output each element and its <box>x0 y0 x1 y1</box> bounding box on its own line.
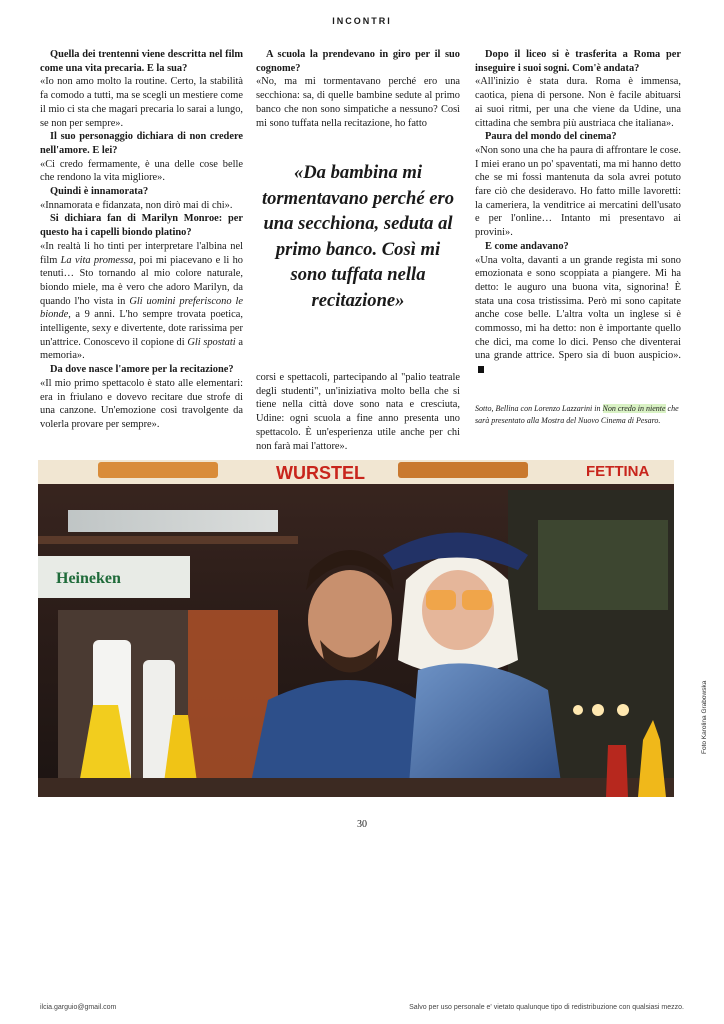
article-column-2 <box>256 48 460 130</box>
sign-fettina: FETTINA <box>586 463 650 480</box>
answer: «Innamorata e fidanzata, non dirò mai di chi». <box>40 199 233 211</box>
article-column-2-continued <box>256 371 460 453</box>
question: Il suo personaggio dichiara di non credere nell'amore. E lei? <box>40 131 243 156</box>
film-title: Gli uomini preferiscono le bionde <box>40 295 243 321</box>
answer: «Una volta, davanti a un grande regista mi sono emozionata e sono scoppiata a piangere. Mi ha detto: le auguro una buona vita, signorina! È stata una cosa tristissima. Però mi sono capitate anche cose belle. L'altra volta un inglese si è commosso, mi ha detto: non è importante quello che dici, ma come lo dici. Penso che diventerai una grande attrice. Spero sia di buon auspicio». <box>475 254 681 377</box>
pull-quote: «Da bambina mi tormentavano perché ero una secchiona, seduta al primo banco. Così mi sono tuffata nella recitazione» <box>261 162 455 311</box>
answer: corsi e spettacoli, partecipando al "palio teatrale degli studenti", un'iniziativa molto bella che si tiene nella città dove sono nata e cresciuta, Udine: ogni scuola a fine anno presenta uno spettacolo. È un'esperienza utile anche per chi non farà mai l'attore». <box>256 372 460 452</box>
sign-heineken: Heineken <box>56 570 121 587</box>
question: Dopo il liceo si è trasferita a Roma per inseguire i suoi sogni. Com'è andata? <box>475 49 681 74</box>
section-label: INCONTRI <box>332 16 392 26</box>
answer: «All'inizio è stata dura. Roma è immensa, caotica, piena di persone. Non è facile abituarsi ai suoi ritmi, per una che viene da Udine, una cittadina che sembra più austriaca che italiana». <box>475 76 681 129</box>
end-mark-icon <box>478 366 484 373</box>
photo-caption: Sotto, Bellina con Lorenzo Lazzarini in Non credo in niente che sarà presentato alla Mostra del Nuovo Cinema di Pesaro. <box>475 404 679 425</box>
question: Quella dei trentenni viene descritta nel film come una vita precaria. E la sua? <box>40 49 243 74</box>
page-number: 30 <box>357 819 367 830</box>
photo-illustration <box>38 460 674 797</box>
footer-email: ilcia.garguio@gmail.com <box>40 1004 117 1011</box>
question: Quindi è innamorata? <box>50 186 149 198</box>
answer: «Il mio primo spettacolo è stato alle elementari: era in friulano e dovevo recitare due strofe di una canzone. Un'emozione così travolgente da volerla provare per sempre». <box>40 377 243 430</box>
question: Si dichiara fan di Marilyn Monroe: per questo ha i capelli biondo platino? <box>40 213 243 239</box>
footer-disclaimer: Salvo per uso personale e' vietato qualunque tipo di redistribuzione con qualsiasi mezzo. <box>409 1004 684 1011</box>
film-title: La vita promessa <box>60 254 134 266</box>
question: E come andavano? <box>485 240 569 252</box>
answer: «Non sono una che ha paura di affrontare le cose. I miei erano un po' spaventati, ma mi hanno detto che se mi fossi mantenuta da sola avrei potuto fare ciò che desideravo. Ho fatto mille lavoretti: la cameriera, la venditrice ai mercatini dell'usato e per l'online… Intanto mi presentavo ai provini». <box>475 144 681 239</box>
film-title: Gli spostati <box>187 336 236 348</box>
question: A scuola la prendevano in giro per il suo cognome? <box>256 49 460 74</box>
photo-credit: Foto Karolina Grabowska <box>701 680 708 754</box>
article-column-3 <box>475 48 681 377</box>
article-column-1 <box>40 48 243 432</box>
sign-wurstel: WURSTEL <box>276 463 365 483</box>
answer: «Io non amo molto la routine. Certo, la stabilità fa comodo a tutti, ma se scegli un mestiere come il mio ci sta che magari precaria lo sarai a lungo, se non per sempre». <box>40 76 243 129</box>
answer: «Ci credo fermamente, è una delle cose belle che rendono la vita migliore». <box>40 158 243 184</box>
question: Paura del mondo del cinema? <box>485 131 617 143</box>
question: Da dove nasce l'amore per la recitazione? <box>50 364 234 376</box>
highlighted-film-title: Non credo in niente <box>602 404 666 413</box>
answer: «No, ma mi tormentavano perché ero una secchiona: sa, di quelle bambine sedute al primo banco che non sono simpatiche a nessuno? Così mi sono tuffata nella recitazione, ho fatto <box>256 76 460 129</box>
article-photo <box>38 460 674 797</box>
answer: «In realtà li ho tinti per interpretare l'albina nel film La vita promessa, poi mi piacevano e li ho tenuti… Sto tornando al mio colore naturale, biondo miele, ma è vero che adoro Marilyn, da quando l'ho vista in Gli uomini preferiscono le bionde, a 9 anni. L'ho sempre trovata poetica, intelligente, sexy e divertente, dote rarissima per un'attrice. Conoscevo il copione di Gli spostati a memoria». <box>40 240 243 362</box>
